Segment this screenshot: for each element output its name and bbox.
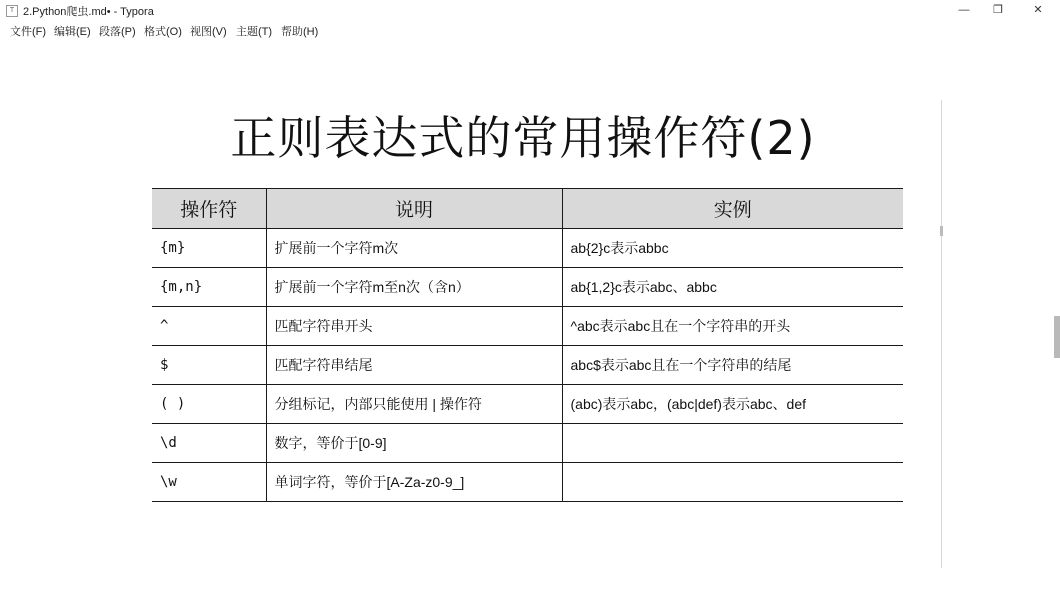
description-cell: 分组标记，内部只能使用 | 操作符 (266, 385, 562, 424)
minimize-button[interactable]: — (958, 4, 970, 16)
operator-cell: ( ) (152, 385, 266, 424)
side-marker (940, 226, 943, 236)
scrollbar-thumb[interactable] (1054, 316, 1060, 358)
example-cell: ^abc表示abc且在一个字符串的开头 (562, 307, 903, 346)
close-button[interactable]: ✕ (1033, 4, 1043, 16)
window-title: 2.Python爬虫.md• - Typora (23, 6, 154, 18)
table-row (152, 307, 903, 346)
table-row (152, 346, 903, 385)
example-cell: ab{1,2}c表示abc、abbc (562, 268, 903, 307)
table-row (152, 385, 903, 424)
example-cell: ab{2}c表示abbc (562, 229, 903, 268)
operator-table (152, 188, 903, 502)
example-cell: (abc)表示abc，(abc|def)表示abc、def (562, 385, 903, 424)
slide-title: 正则表达式的常用操作符(2) (230, 111, 816, 165)
description-cell: 扩展前一个字符m次 (266, 229, 562, 268)
menu-format[interactable]: 格式(O) (144, 26, 182, 38)
content-divider (941, 100, 942, 568)
menu-help[interactable]: 帮助(H) (281, 26, 319, 38)
operator-cell: ^ (152, 307, 266, 346)
table-header-row (152, 189, 903, 229)
menu-edit[interactable]: 编辑(E) (54, 26, 91, 38)
menu-file[interactable]: 文件(F) (10, 26, 47, 38)
header-example: 实例 (562, 189, 903, 229)
table-row (152, 268, 903, 307)
example-cell: abc$表示abc且在一个字符串的结尾 (562, 346, 903, 385)
table-row (152, 229, 903, 268)
operator-cell: $ (152, 346, 266, 385)
typora-app-icon: T (6, 5, 18, 17)
menu-bar (0, 20, 1060, 40)
header-description: 说明 (266, 189, 562, 229)
operator-cell: \d (152, 424, 266, 463)
example-cell (562, 463, 903, 502)
operator-cell: {m} (152, 229, 266, 268)
header-operator: 操作符 (152, 189, 266, 229)
menu-view[interactable]: 视图(V) (190, 26, 227, 38)
operator-cell: \w (152, 463, 266, 502)
description-cell: 单词字符，等价于[A-Za-z0-9_] (266, 463, 562, 502)
operator-cell: {m,n} (152, 268, 266, 307)
table-row (152, 463, 903, 502)
table-row (152, 424, 903, 463)
description-cell: 匹配字符串开头 (266, 307, 562, 346)
menu-paragraph[interactable]: 段落(P) (99, 26, 136, 38)
description-cell: 匹配字符串结尾 (266, 346, 562, 385)
description-cell: 数字，等价于[0-9] (266, 424, 562, 463)
example-cell (562, 424, 903, 463)
description-cell: 扩展前一个字符m至n次（含n） (266, 268, 562, 307)
title-bar (0, 0, 1060, 20)
menu-theme[interactable]: 主题(T) (236, 26, 273, 38)
maximize-button[interactable]: ❐ (993, 4, 1003, 16)
